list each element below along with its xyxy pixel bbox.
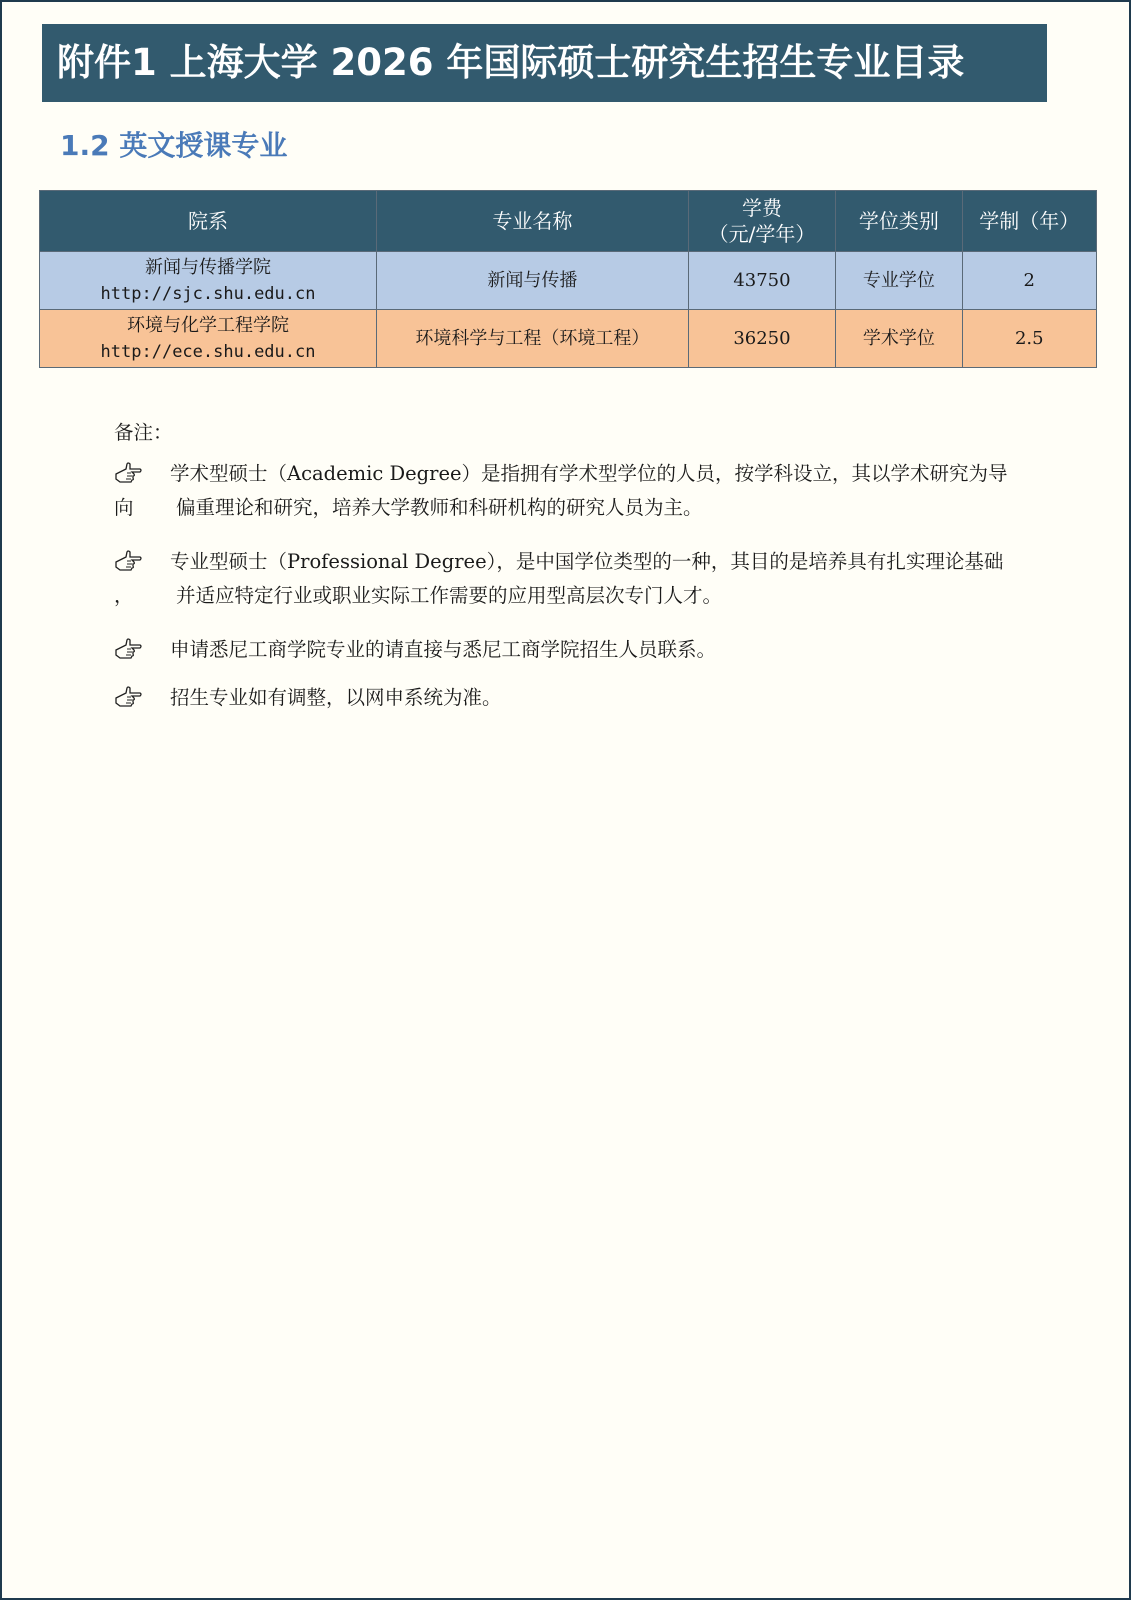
note-item <box>114 681 1099 715</box>
table-header-row <box>40 191 1097 252</box>
degree-cell: 专业学位 <box>836 252 962 310</box>
program-table <box>39 190 1097 368</box>
pointing-hand-icon <box>114 636 144 662</box>
fee-cell: 36250 <box>688 310 836 368</box>
table-row <box>40 310 1097 368</box>
pointing-hand-icon <box>114 460 144 486</box>
note-line1: 专业型硕士（Professional Degree），是中国学位类型的一种，其目的是培养具有扎实理论基础 <box>170 550 1004 573</box>
dept-cell <box>40 252 377 310</box>
program-cell: 环境科学与工程（环境工程） <box>377 310 689 368</box>
note-item <box>114 457 1099 525</box>
pointing-hand-icon <box>114 684 144 710</box>
dept-name: 新闻与传播学院 <box>145 256 272 278</box>
note-line1: 招生专业如有调整，以网申系统为准。 <box>170 686 502 709</box>
table-row <box>40 252 1097 310</box>
degree-cell: 学术学位 <box>836 310 962 368</box>
header-duration: 学制（年） <box>962 191 1096 252</box>
note-line2 <box>114 579 1099 613</box>
header-fee-line1: 学费 <box>741 196 782 220</box>
notes-section <box>114 417 1099 729</box>
dept-url[interactable]: http://sjc.shu.edu.cn <box>100 283 316 304</box>
header-fee <box>688 191 836 252</box>
header-fee-line2: （元/学年） <box>708 222 816 246</box>
note-line2-text: 偏重理论和研究，培养大学教师和科研机构的研究人员为主。 <box>176 496 703 519</box>
header-dept: 院系 <box>40 191 377 252</box>
page-title-banner: 附件1 上海大学 2026 年国际硕士研究生招生专业目录 <box>42 24 1047 102</box>
note-line1: 学术型硕士（Academic Degree）是指拥有学术型学位的人员，按学科设立，其以学术研究为导 <box>170 462 1008 485</box>
dept-url[interactable]: http://ece.shu.edu.cn <box>100 341 316 362</box>
note-lead: ， <box>114 584 134 607</box>
duration-cell: 2.5 <box>962 310 1096 368</box>
note-line2 <box>114 491 1099 525</box>
dept-cell <box>40 310 377 368</box>
duration-cell: 2 <box>962 252 1096 310</box>
note-item <box>114 633 1099 667</box>
header-degree: 学位类别 <box>836 191 962 252</box>
dept-name: 环境与化学工程学院 <box>127 314 290 336</box>
note-line1: 申请悉尼工商学院专业的请直接与悉尼工商学院招生人员联系。 <box>170 638 717 661</box>
fee-cell: 43750 <box>688 252 836 310</box>
notes-heading: 备注： <box>114 421 173 444</box>
note-lead: 向 <box>114 496 134 519</box>
section-title: 1.2 英文授课专业 <box>60 129 288 162</box>
pointing-hand-icon <box>114 548 144 574</box>
header-program: 专业名称 <box>377 191 689 252</box>
note-item <box>114 545 1099 613</box>
note-line2-text: 并适应特定行业或职业实际工作需要的应用型高层次专门人才。 <box>176 584 723 607</box>
program-cell: 新闻与传播 <box>377 252 689 310</box>
